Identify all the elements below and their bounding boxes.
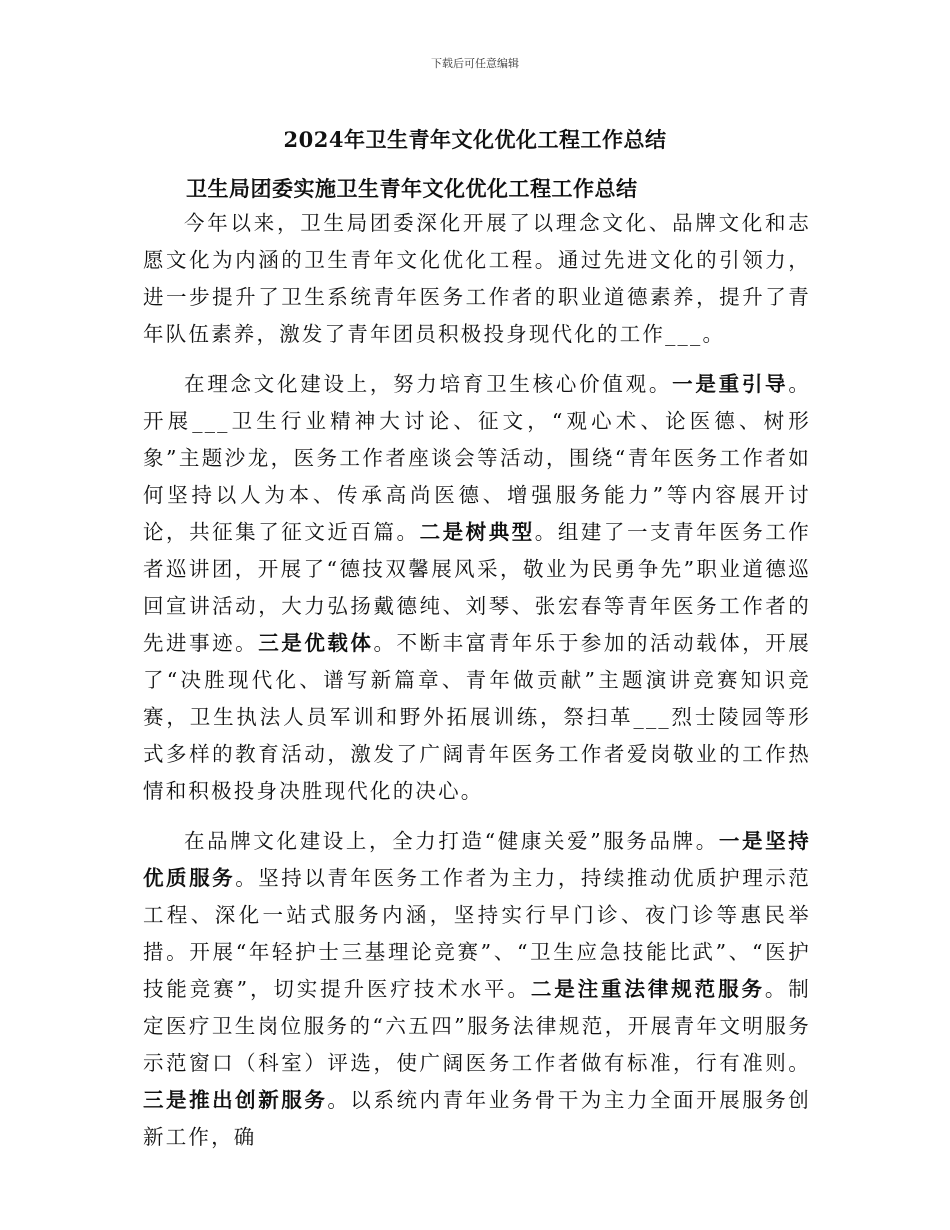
brand-point-1-heading: 一是坚持优质服务 — [143, 829, 811, 890]
brand-point-3-text: 。以系统内青年业务骨干为主力全面开展服务创新工作，确 — [143, 1088, 811, 1149]
concept-point-3-heading: 三是优载体 — [258, 631, 374, 655]
page-header-note: 下载后可任意编辑 — [431, 57, 519, 70]
concept-point-2-text: 。组建了一支青年医务工作者巡讲团，开展了“德技双馨展风采，敬业为民勇争先”职业道德巡回宣讲活动，大力弘扬戴德纯、刘琴、张宏春等青年医务工作者的先进事迹。 — [143, 520, 812, 655]
concept-point-1-heading: 一是重引导 — [672, 372, 789, 396]
concept-point-2-heading: 二是树典型 — [419, 520, 535, 544]
brand-intro-text: 在品牌文化建设上，全力打造“健康关爱”服务品牌。 — [184, 829, 719, 853]
brand-point-3-heading: 三是推出创新服务 — [143, 1088, 328, 1112]
brand-point-2-text: 。制定医疗卫生岗位服务的“六五四”服务法律规范，开展青年文明服务示范窗口（科室）评选，使广阔医务工作者做有标准，行有准则。 — [143, 977, 811, 1075]
concept-point-1-text: 。开展___卫生行业精神大讨论、征文，“观心术、论医德、树形象”主题沙龙，医务工作者座谈会等活动，围绕“青年医务工作者如何坚持以人为本、传承高尚医德、增强服务能力”等内容展开讨论，共征集了征文近百篇。 — [143, 372, 812, 544]
paragraph-brand-culture — [143, 823, 811, 1156]
document-body — [143, 205, 811, 1169]
paragraph-intro — [143, 205, 811, 353]
paragraph-concept-culture — [143, 366, 811, 810]
concept-point-3-text: 。不断丰富青年乐于参加的活动载体，开展了“决胜现代化、谱写新篇章、青年做贡献”主题演讲竞赛知识竞赛，卫生执法人员军训和野外拓展训练，祭扫革___烈士陵园等形式多样的教育活动，激发了广阔青年医务工作者爱岗敬业的工作热情和积极投身决胜现代化的决心。 — [143, 631, 811, 803]
concept-intro-text: 在理念文化建设上，努力培育卫生核心价值观。 — [184, 372, 673, 396]
document-title: 2024年卫生青年文化优化工程工作总结 — [283, 127, 667, 152]
paragraph-intro-text: 今年以来，卫生局团委深化开展了以理念文化、品牌文化和志愿文化为内涵的卫生青年文化优化工程。通过先进文化的引领力，进一步提升了卫生系统青年医务工作者的职业道德素养，提升了青年队伍素养，激发了青年团员积极投身现代化的工作___。 — [143, 211, 811, 346]
brand-point-2-heading: 二是注重法律规范服务 — [530, 977, 765, 1001]
document-subtitle: 卫生局团委实施卫生青年文化优化工程工作总结 — [186, 176, 638, 201]
brand-point-1-text: 。坚持以青年医务工作者为主力，持续推动优质护理示范工程、深化一站式服务内涵，坚持实行早门诊、夜门诊等惠民举措。开展“年轻护士三基理论竞赛”、“卫生应急技能比武”、“医护技能竞赛”，切实提升医疗技术水平。 — [143, 866, 811, 1001]
